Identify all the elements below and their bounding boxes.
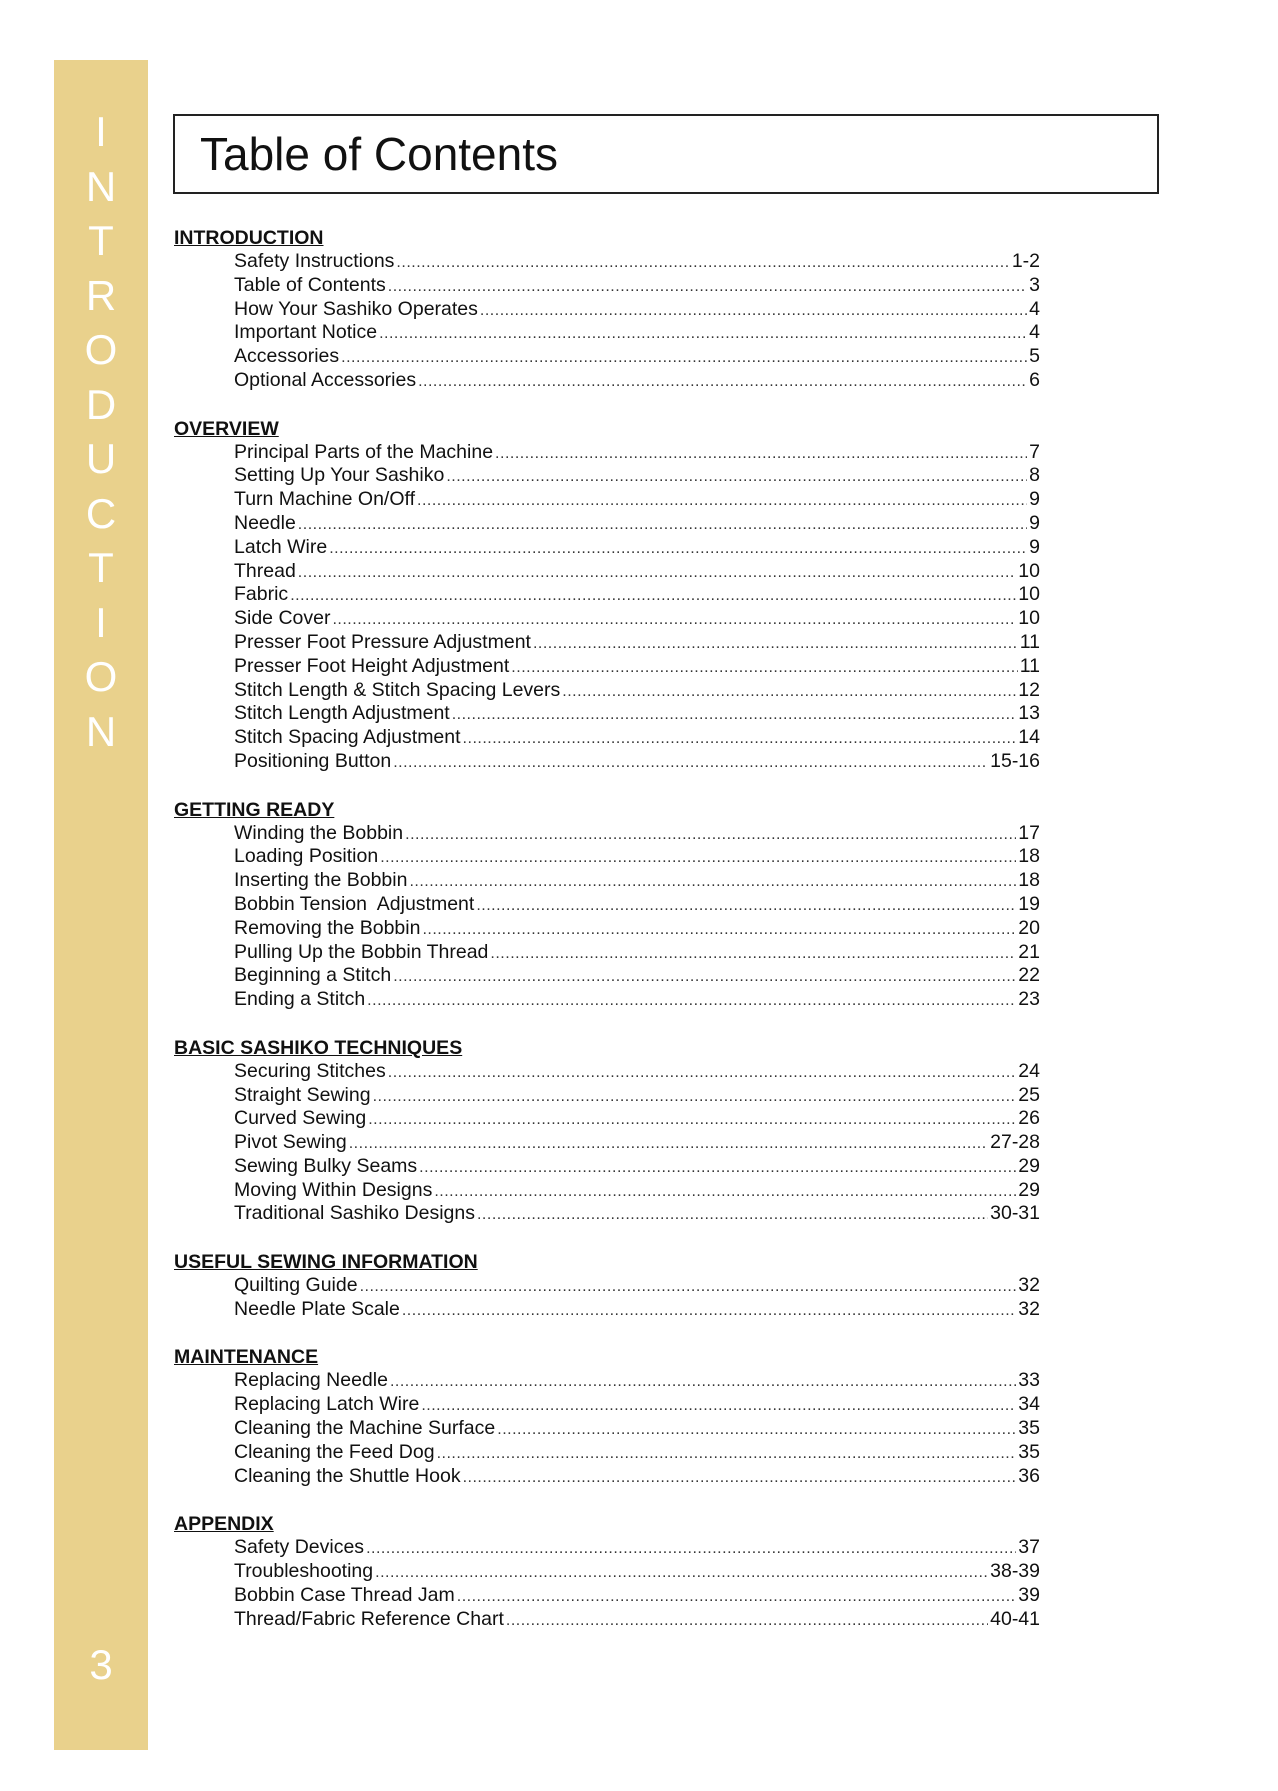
section-heading: MAINTENANCE [174,1346,319,1369]
toc-entry [234,1274,1040,1298]
side-tab-letter: T [88,217,114,264]
toc-entry-page: 35 [1018,1440,1040,1463]
toc-entry [234,560,1040,584]
toc-entry-page: 37 [1018,1536,1040,1559]
toc-entry [234,512,1040,536]
toc-section [174,1250,1040,1322]
toc-entry [234,869,1040,893]
toc-entry [234,1441,1040,1465]
toc-entry-label: Safety Instructions [234,250,395,272]
section-heading: BASIC SASHIKO TECHNIQUES [174,1036,463,1059]
toc-section [174,1512,1040,1631]
toc-entry [234,1608,1040,1632]
toc-entry-page: 11 [1019,630,1040,653]
toc-entry [234,1107,1040,1131]
side-tab-letter: R [85,271,117,319]
dot-leader [452,703,1017,727]
dot-leader [463,727,1017,751]
toc-entry-label: Troubleshooting [234,1560,374,1583]
dot-leader [490,942,1016,966]
toc-entry [234,536,1040,560]
section-heading: USEFUL SEWING INFORMATION [174,1251,478,1274]
toc-entry [234,702,1040,726]
side-tab-letter: O [84,326,118,373]
toc-entry-label: Important Notice [234,321,378,344]
toc-entry-label: Pulling Up the Bobbin Thread [234,940,489,963]
toc-entry-label: Cleaning the Shuttle Hook [234,1464,461,1487]
toc-entry [234,750,1040,774]
toc-entry-page: 32 [1018,1297,1040,1320]
dot-leader [476,894,1016,918]
toc-entry-page: 10 [1018,607,1040,630]
dot-leader [367,989,1016,1013]
toc-entry [234,917,1040,941]
dot-leader [341,346,1027,370]
toc-entry-page: 5 [1029,345,1040,368]
toc-entry [234,988,1040,1012]
toc-entry-label: Optional Accessories [234,368,417,391]
toc-entry-page: 18 [1018,869,1040,892]
toc-entry-label: Presser Foot Height Adjustment [234,654,510,677]
dot-leader [562,680,1016,704]
toc-entry-label: Stitch Spacing Adjustment [234,726,461,749]
toc-entry [234,1155,1040,1179]
toc-entry-label: Replacing Needle [234,1369,388,1392]
toc-entry-label: Table of Contents [234,273,386,296]
toc-entry [234,298,1040,322]
side-tab-letter: D [85,380,117,428]
dot-leader [495,442,1027,466]
dot-leader [497,1418,1016,1442]
dot-leader [457,1585,1017,1609]
toc-entry-label: Pivot Sewing [234,1131,347,1154]
toc-entry-label: Bobbin Tension Adjustment [234,892,475,915]
dot-leader [480,299,1027,323]
toc-section [174,1345,1040,1488]
dot-leader [373,1085,1017,1109]
toc-entry-page: 12 [1018,678,1040,701]
toc-entry-label: Latch Wire [234,535,328,558]
toc-entry [234,1179,1040,1203]
toc-entry-label: Principal Parts of the Machine [234,440,494,463]
toc-entry [234,679,1040,703]
toc-entry-page: 7 [1029,440,1040,463]
table-of-contents [174,226,1040,1655]
toc-entry-page: 29 [1018,1154,1040,1177]
toc-entry [234,941,1040,965]
side-tab-letter: N [85,707,117,755]
toc-entry-page: 11 [1019,654,1040,677]
toc-entry-page: 15-16 [990,749,1040,772]
toc-entry-page: 20 [1018,916,1040,939]
toc-entry-page: 9 [1029,511,1040,534]
dot-leader [396,251,1009,275]
toc-entry [234,1298,1040,1322]
toc-entry [234,893,1040,917]
toc-entry-page: 1-2 [1011,250,1040,272]
side-tab-letter: O [84,653,118,700]
toc-entry-label: Moving Within Designs [234,1178,433,1201]
dot-leader [349,1132,988,1156]
toc-entry-page: 39 [1018,1583,1040,1606]
toc-entry [234,822,1040,846]
dot-leader [418,370,1027,394]
toc-entry-label: Ending a Stitch [234,988,366,1011]
dot-leader [366,1537,1016,1561]
toc-entry-label: Curved Sewing [234,1107,367,1130]
toc-entry [234,1131,1040,1155]
dot-leader [437,1442,1017,1466]
toc-entry-page: 34 [1018,1393,1040,1416]
toc-entry [234,583,1040,607]
dot-leader [409,870,1016,894]
toc-entry-label: Thread/Fabric Reference Chart [234,1607,504,1630]
title-box [173,114,1159,194]
dot-leader [380,846,1016,870]
dot-leader [446,465,1027,489]
toc-entry-page: 8 [1029,464,1040,487]
toc-entry [234,845,1040,869]
toc-entry-label: Setting Up Your Sashiko [234,464,445,487]
toc-entry-page: 33 [1018,1369,1040,1392]
toc-entry [234,1202,1040,1226]
section-heading: OVERVIEW [174,417,279,440]
dot-leader [506,1609,988,1633]
toc-entry-page: 10 [1018,559,1040,582]
toc-entry [234,607,1040,631]
toc-entry-label: Quilting Guide [234,1274,358,1297]
toc-entry-label: Inserting the Bobbin [234,869,408,892]
toc-entry [234,1560,1040,1584]
side-tab-letter: U [85,435,117,482]
toc-entry [234,321,1040,345]
toc-entry-page: 25 [1018,1083,1040,1106]
dot-leader [298,561,1017,585]
dot-leader [419,1156,1016,1180]
toc-entry-page: 29 [1018,1178,1040,1201]
toc-entry [234,488,1040,512]
toc-entry-label: Stitch Length Adjustment [234,702,450,725]
toc-entry-label: Needle Plate Scale [234,1297,400,1320]
section-heading: INTRODUCTION [174,227,324,249]
toc-entry [234,964,1040,988]
toc-entry-label: Side Cover [234,607,331,630]
dot-leader [379,322,1027,346]
toc-entry-label: Needle [234,511,296,534]
toc-entry-label: Positioning Button [234,749,392,772]
toc-section [174,417,1040,774]
section-heading: APPENDIX [174,1513,274,1536]
toc-entry-label: Thread [234,559,296,582]
toc-entry [234,250,1040,274]
dot-leader [533,632,1018,656]
dot-leader [388,275,1027,299]
dot-leader [360,1275,1017,1299]
side-tab-letters [54,105,148,759]
toc-entry-page: 3 [1029,273,1040,296]
toc-entry-label: Stitch Length & Stitch Spacing Levers [234,678,561,701]
toc-entry-label: Straight Sewing [234,1083,371,1106]
side-tab-letter: I [95,108,107,155]
toc-entry-label: Safety Devices [234,1536,365,1559]
toc-entry [234,1369,1040,1393]
toc-entry-page: 10 [1018,583,1040,606]
toc-entry-label: Securing Stitches [234,1059,386,1082]
side-tab-letter: T [88,544,114,591]
dot-leader [421,1394,1016,1418]
toc-entry-label: Winding the Bobbin [234,821,404,844]
toc-entry [234,631,1040,655]
toc-entry [234,1465,1040,1489]
dot-leader [434,1180,1016,1204]
toc-entry-page: 40-41 [990,1607,1040,1630]
toc-entry-page: 4 [1029,321,1040,344]
dot-leader [393,751,988,775]
toc-entry-page: 24 [1018,1059,1040,1082]
toc-entry-page: 14 [1018,726,1040,749]
side-tab-letter: N [85,162,117,210]
toc-entry [234,1536,1040,1560]
dot-leader [388,1061,1017,1085]
toc-entry-page: 26 [1018,1107,1040,1130]
page-title: Table of Contents [200,128,559,180]
dot-leader [368,1108,1016,1132]
toc-entry-label: Replacing Latch Wire [234,1393,420,1416]
toc-section [174,798,1040,1012]
dot-leader [422,918,1016,942]
toc-entry-page: 9 [1029,488,1040,511]
toc-entry-page: 38-39 [990,1560,1040,1583]
toc-entry-page: 27-28 [990,1131,1040,1154]
toc-entry [234,1060,1040,1084]
toc-entry [234,369,1040,393]
toc-entry-page: 36 [1018,1464,1040,1487]
dot-leader [405,823,1016,847]
toc-entry-label: Accessories [234,345,340,368]
toc-entry [234,655,1040,679]
toc-entry-label: Turn Machine On/Off [234,488,415,511]
toc-entry-page: 13 [1018,702,1040,725]
toc-entry-page: 23 [1018,988,1040,1011]
toc-entry [234,1417,1040,1441]
toc-entry-label: Cleaning the Machine Surface [234,1417,496,1440]
toc-entry-page: 35 [1018,1417,1040,1440]
toc-entry-page: 19 [1018,892,1040,915]
toc-entry [234,274,1040,298]
section-heading: GETTING READY [174,798,335,821]
toc-entry [234,1393,1040,1417]
toc-entry [234,464,1040,488]
dot-leader [390,1370,1016,1394]
page-number: 3 [89,1641,113,1688]
toc-entry-label: How Your Sashiko Operates [234,297,478,320]
toc-entry-label: Loading Position [234,845,379,868]
toc-entry-page: 4 [1029,297,1040,320]
toc-entry [234,441,1040,465]
dot-leader [332,608,1016,632]
side-tab-letter: I [95,598,107,646]
dot-leader [375,1561,988,1585]
toc-entry-page: 32 [1018,1274,1040,1297]
toc-entry-page: 17 [1018,821,1040,844]
toc-entry [234,1084,1040,1108]
side-tab-letter: C [85,489,117,537]
dot-leader [511,656,1017,680]
dot-leader [463,1466,1017,1490]
toc-entry-label: Fabric [234,583,289,606]
toc-section [174,226,1040,393]
side-tab [54,60,148,1750]
dot-leader [402,1299,1016,1323]
toc-entry-label: Sewing Bulky Seams [234,1154,418,1177]
toc-section [174,1036,1040,1227]
toc-entry-label: Cleaning the Feed Dog [234,1440,435,1463]
toc-entry-page: 30-31 [990,1202,1040,1225]
toc-entry-label: Removing the Bobbin [234,916,421,939]
toc-entry-label: Presser Foot Pressure Adjustment [234,630,531,653]
toc-entry [234,1584,1040,1608]
toc-entry-label: Traditional Sashiko Designs [234,1202,475,1225]
dot-leader [393,965,1016,989]
dot-leader [290,584,1016,608]
toc-entry-page: 18 [1018,845,1040,868]
toc-entry [234,726,1040,750]
toc-entry-page: 21 [1018,940,1040,963]
toc-entry-page: 22 [1018,964,1040,987]
toc-entry-page: 9 [1029,535,1040,558]
toc-entry-label: Beginning a Stitch [234,964,392,987]
dot-leader [329,537,1027,561]
dot-leader [298,513,1027,537]
dot-leader [477,1203,988,1227]
toc-entry-label: Bobbin Case Thread Jam [234,1583,455,1606]
dot-leader [417,489,1027,513]
toc-entry [234,345,1040,369]
toc-entry-page: 6 [1029,368,1040,391]
